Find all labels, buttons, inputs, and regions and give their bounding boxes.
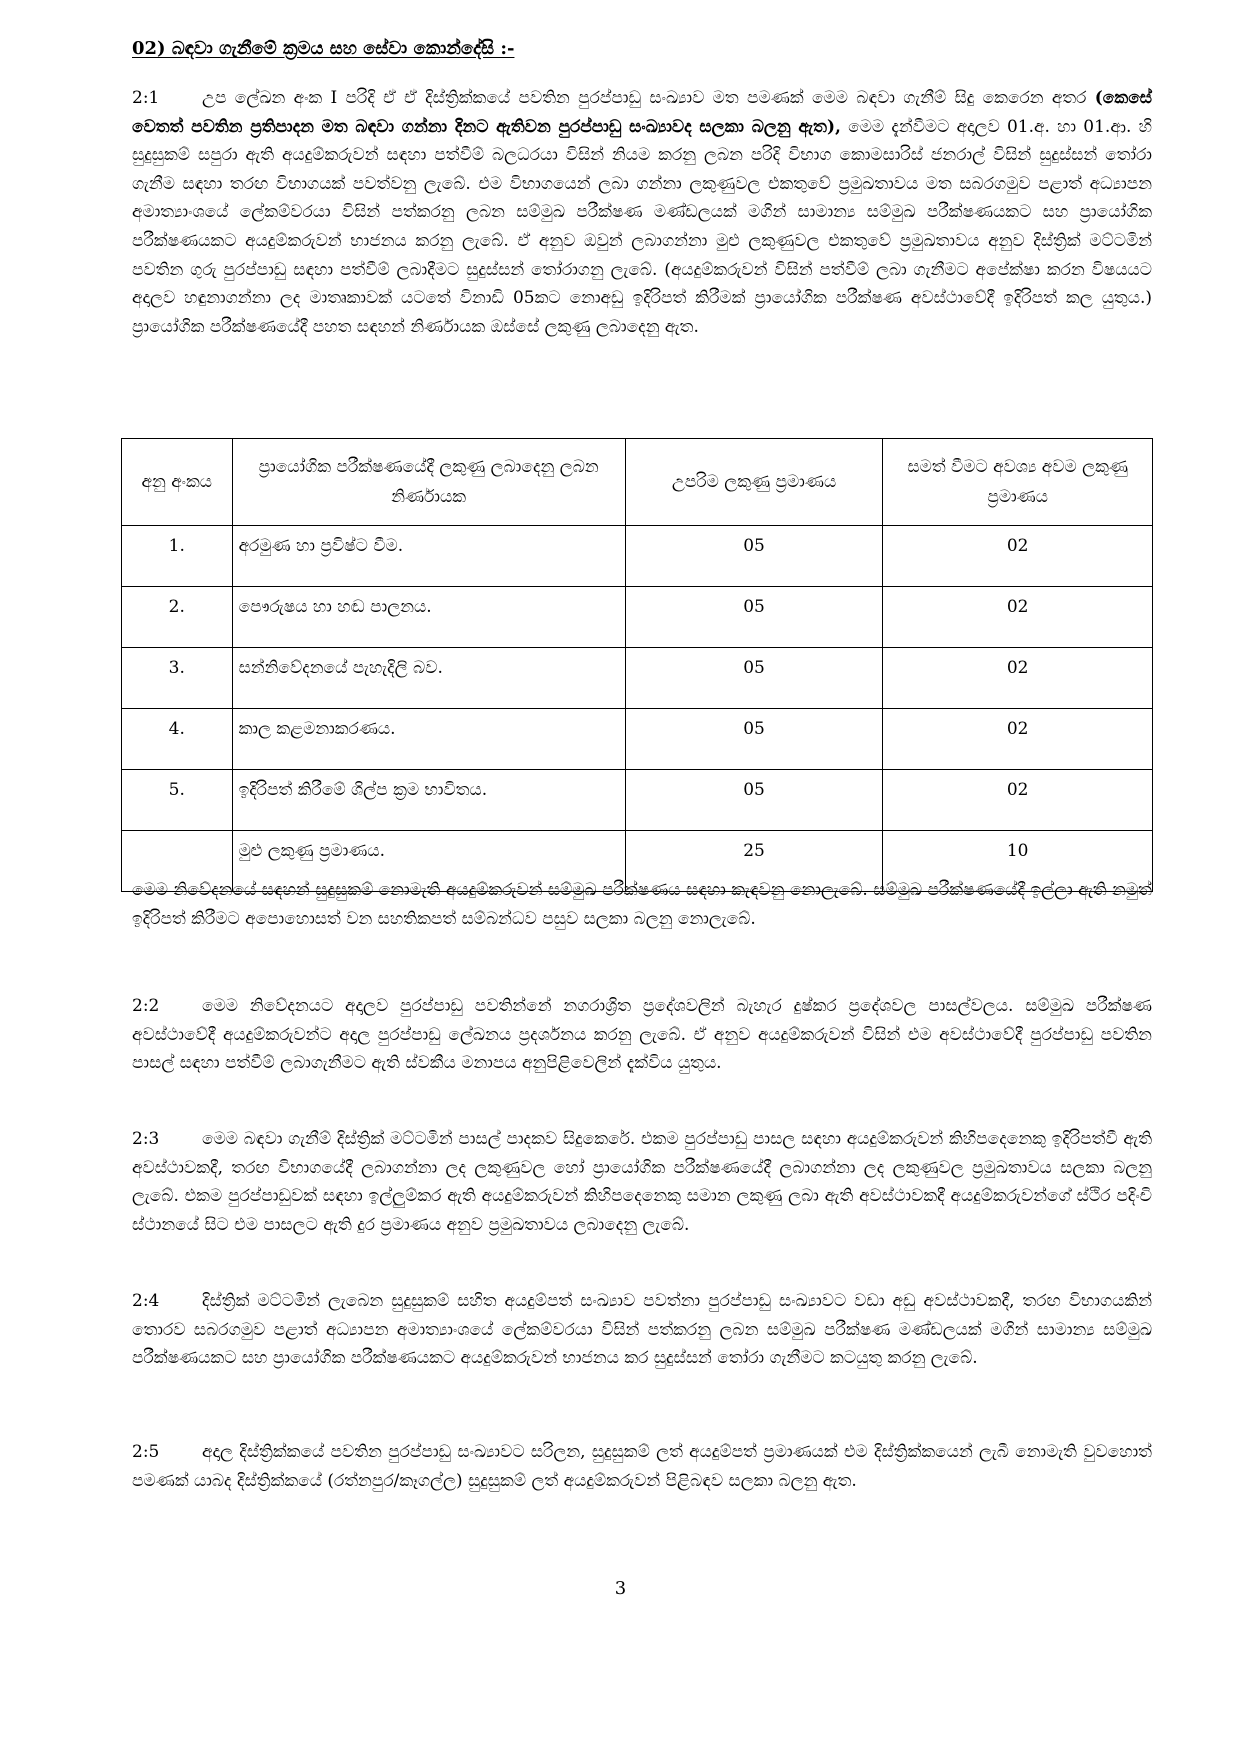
table-cell: 25 <box>625 831 883 892</box>
clause-number: 2:1 <box>132 88 160 108</box>
clause-number: 2:5 <box>132 1442 160 1462</box>
clause-number: 2:3 <box>132 1129 160 1149</box>
marks-table <box>121 438 1153 892</box>
clause-text: මෙම බඳවා ගැනීම් දිස්ත්‍රික් මට්ටමින් පාසල් පාදකව සිදුකෙරේ. එකම පුරප්පාඩු පාසල සඳහා අයදුම්කරුවන් කිහිපදෙනෙකු ඉදිරිපත්වී ඇති අවස්ථාවකදී, තරඟ විභාගයේදී ලබාගන්නා ලද ලකුණුවල හෝ ප්‍රායෝගික පරීක්ෂණයේදී ලබාගන්නා ලද ලකුණුවල ප්‍රමුඛතාවය සලකා බලනු ලැබේ. එකම පුරප්පාඩුවක් සඳහා ඉල්ලුම්කර ඇති අයදුම්කරුවන් කිහිපදෙනෙකු සමාන ලකුණු ලබා ඇති අවස්ථාවකදී අයදුම්කරුවන්ගේ ස්ථිර පදිංචි ස්ථානයේ සිට එම පාසලට ඇති දුර ප්‍රමාණය අනුව ප්‍රමුඛතාවය ලබාදෙනු ලැබේ. <box>132 1129 1152 1235</box>
table-cell: සන්නිවේදනයේ පැහැදිලි බව. <box>232 648 625 709</box>
table-cell: කාල කළමනාකරණය. <box>232 709 625 770</box>
clause-text: මෙම නිවේදනයට අදාලව පුරප්පාඩු පවතින්නේ නගරාශ්‍රිත ප්‍රදේශවලින් බැහැර දුෂ්කර ප්‍රදේශවල පාසල්වලය. සම්මුඛ පරීක්ෂණ අවස්ථාවේදී අයදුම්කරුවන්ට අදාල පුරප්පාඩු ලේඛනය ප්‍රදර්ශනය කරනු ලැබේ. ඒ අනුව අයදුම්කරුවන් විසින් එම අවස්ථාවේදී පුරප්පාඩු පවතින පාසල් සඳහා පත්වීම් ලබාගැනීමට ඇති ස්වකීය මනාපය අනුපිළිවෙලින් දැක්විය යුතුය. <box>132 996 1152 1074</box>
table-cell: 05 <box>625 709 883 770</box>
table-header: ප්‍රායෝගික පරීක්ෂණයේදී ලකුණු ලබාදෙනු ලබන නිර්ණායක <box>232 439 625 526</box>
table-cell: 02 <box>883 587 1153 648</box>
table-row <box>122 770 1153 831</box>
clause-text: උප ලේඛන අංක I පරිදි ඒ ඒ දිස්ත්‍රික්කයේ පවතින පුරප්පාඩු සංඛ්‍යාව මත පමණක් මෙම බඳවා ගැනීම් සිදු කෙරෙන අතර <box>202 88 1095 108</box>
table-cell: 05 <box>625 770 883 831</box>
clause-bold-text: (කෙසේ වෙතත් පවතින ප්‍රතිපාදන මත බඳවා ගන්නා දිනට ඇතිවන පුරප්පාඩු සංඛ්‍යාවද සලකා බලනු ඇත), <box>132 88 1152 137</box>
table-cell: 02 <box>883 648 1153 709</box>
table-header: උපරිම ලකුණු ප්‍රමාණය <box>625 439 883 526</box>
table-cell: 1. <box>122 526 233 587</box>
clause-text: දිස්ත්‍රික් මට්ටමින් ලැබෙන සුදුසුකම් සහිත අයදුම්පත් සංඛ්‍යාව පවත්නා පුරප්පාඩු සංඛ්‍යාවට වඩා අඩු අවස්ථාවකදී, තරඟ විභාගයකින් තොරව සබරගමුව පළාත් අධ්‍යාපන අමාත්‍යාංශයේ ලේකම්වරයා විසින් පත්කරනු ලබන සම්මුඛ පරීක්ෂණ මණ්ඩලයක් මගින් සාමාන්‍ය සම්මුඛ පරීක්ෂණයකට සහ ප්‍රායෝගික පරීක්ෂණයකට අයදුම්කරුවන් භාජනය කර සුදුස්සන් තෝරා ගැනීමට කටයුතු කරනු ලැබේ. <box>132 1291 1152 1369</box>
clause-number: 2:2 <box>132 996 160 1016</box>
clause-number: 2:4 <box>132 1291 160 1311</box>
clause-2-3 <box>132 1125 1152 1239</box>
table-cell: 02 <box>883 770 1153 831</box>
table-cell: පෞරුෂය හා හඬ පාලනය. <box>232 587 625 648</box>
table-cell: 2. <box>122 587 233 648</box>
table-cell: 02 <box>883 526 1153 587</box>
table-cell: 02 <box>883 709 1153 770</box>
table-row <box>122 526 1153 587</box>
table-cell: 05 <box>625 648 883 709</box>
clause-2-1 <box>132 84 1152 341</box>
table-row <box>122 648 1153 709</box>
table-cell: 5. <box>122 770 233 831</box>
table-cell: 10 <box>883 831 1153 892</box>
clause-text: අදාල දිස්ත්‍රික්කයේ පවතින පුරප්පාඩු සංඛ්‍යාවට සරිලන, සුදුසුකම් ලත් අයදුම්පත් ප්‍රමාණයක් එම දිස්ත්‍රික්කයෙන් ලැබී නොමැති වුවහොත් පමණක් යාබද දිස්ත්‍රික්කයේ (රත්නපුර/කෑගල්ල) සුදුසුකම් ලත් අයදුම්කරුවන් පිළිබඳව සලකා බලනු ඇත. <box>132 1442 1152 1491</box>
table-cell: 05 <box>625 587 883 648</box>
table-cell: ඉදිරිපත් කිරීමේ ශිල්ප ක්‍රම භාවිතය. <box>232 770 625 831</box>
table-row <box>122 709 1153 770</box>
table-header: අනු අංකය <box>122 439 233 526</box>
table-row <box>122 587 1153 648</box>
table-cell: 4. <box>122 709 233 770</box>
table-header: සමත් වීමට අවශ්‍ය අවම ලකුණු ප්‍රමාණය <box>883 439 1153 526</box>
eligibility-note <box>132 876 1152 933</box>
table-cell: 05 <box>625 526 883 587</box>
clause-2-2 <box>132 992 1152 1078</box>
table-cell: අරමුණ හා ප්‍රවිෂ්ට වීම. <box>232 526 625 587</box>
note-text: මෙම නිවේදනයේ සඳහන් සුදුසුකම් නොමැති අයදුම්කරුවන් සම්මුඛ පරීක්ෂණය සඳහා කැඳවනු නොලැබේ. සම්මුඛ පරීක්ෂණයේදී ඉල්ලා ඇති නමුත් ඉදිරිපත් කිරීමට අපොහොසත් වන සහතිකපත් සම්බන්ධව පසුව සලකා බලනු නොලැබේ. <box>132 880 1152 929</box>
clause-text-cont: මෙම දැන්වීමට අදාලව 01.අ. හා 01.ආ. හි සුදුසුකම් සපුරා ඇති අයදුම්කරුවන් සඳහා පත්වීම් බලධරයා විසින් නියම කරනු ලබන පරිදි විභාග කොමසාරිස් ජනරාල් විසින් සුදුස්සන් තෝරා ගැනීම සඳහා තරඟ විභාගයක් පවත්වනු ලැබේ. එම විභාගයෙන් ලබා ගන්නා ලකුණුවල එකතුවේ ප්‍රමුඛතාවය මත සබරගමුව පළාත් අධ්‍යාපන අමාත්‍යාංශයේ ලේකම්වරයා විසින් පත්කරනු ලබන සම්මුඛ පරීක්ෂණ මණ්ඩලයක් මගින් සාමාන්‍ය සම්මුඛ පරීක්ෂණයකට සහ ප්‍රායෝගික පරීක්ෂණයකට අයදුම්කරුවන් භාජනය කරනු ලැබේ. ඒ අනුව ඔවුන් ලබාගන්නා මුළු ලකුණුවල එකතුවේ ප්‍රමුඛතාවය අනුව දිස්ත්‍රික් මට්ටමින් පවතින ගුරු පුරප්පාඩු සඳහා පත්වීම් ලබාදීමට සුදුස්සන් තෝරාගනු ලැබේ. (අයදුම්කරුවන් විසින් පත්වීම් ලබා ගැනීමට අපේක්ෂා කරන විෂයයට අදාලව හඳුනාගන්නා ලද මාතෘකාවක් යටතේ විනාඩි 05කට නොඅඩු ඉදිරිපත් කිරීමක් ප්‍රායෝගික පරීක්ෂණ අවස්ථාවේදී ඉදිරිපත් කල යුතුය.) ප්‍රායෝගික පරීක්ෂණයේදී පහත සඳහන් නිර්ණායක ඔස්සේ ලකුණු ලබාදෙනු ඇත. <box>132 116 1152 337</box>
table-cell: 3. <box>122 648 233 709</box>
page-number: 3 <box>614 1578 627 1599</box>
table-header-row <box>122 439 1153 526</box>
clause-2-4 <box>132 1287 1152 1373</box>
section-heading: 02) බඳවා ගැනීමේ ක්‍රමය සහ සේවා කොන්දේසි :- <box>132 38 515 59</box>
table-cell: මුළු ලකුණු ප්‍රමාණය. <box>232 831 625 892</box>
clause-2-5 <box>132 1438 1152 1495</box>
